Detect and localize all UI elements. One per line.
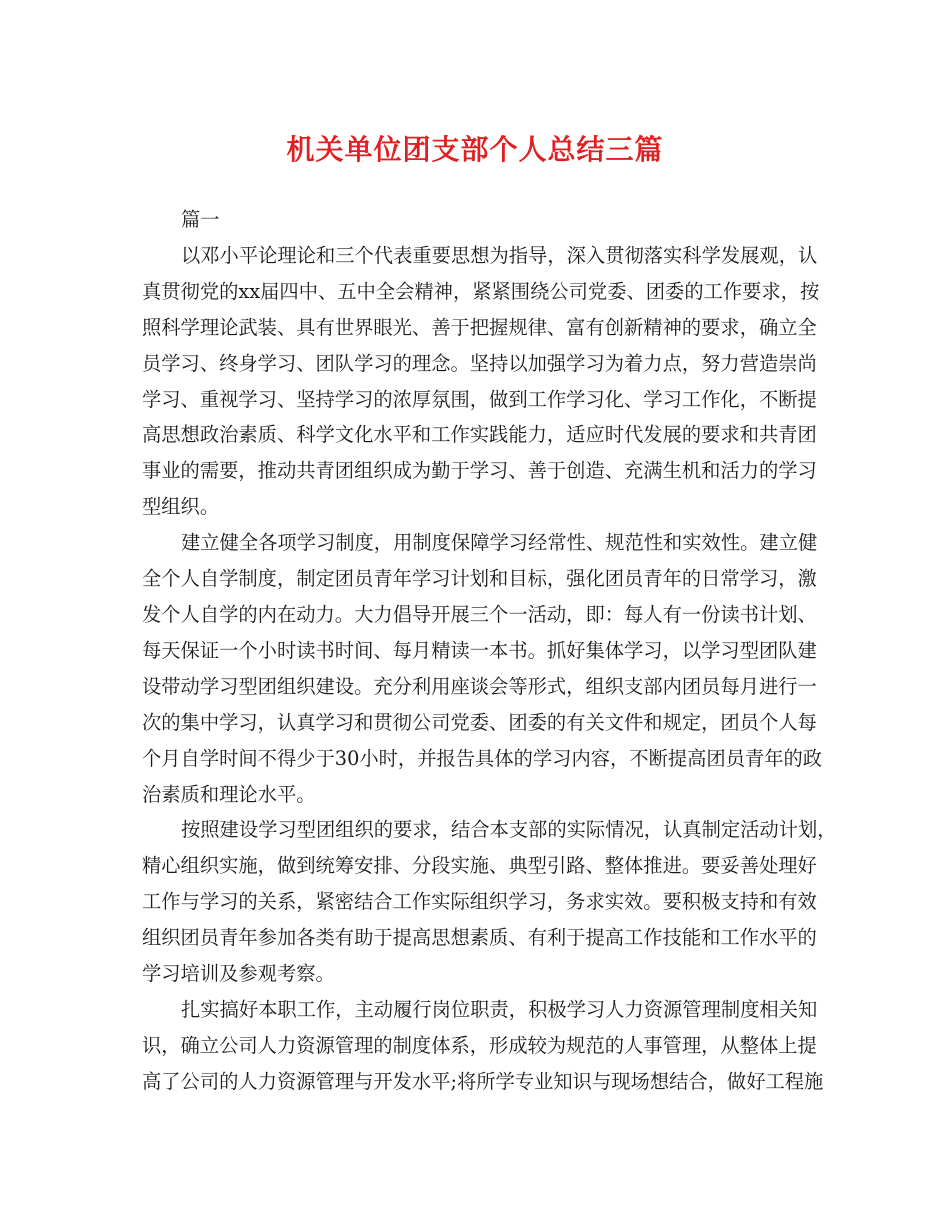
paragraph-line: 学习、重视学习、坚持学习的浓厚氛围，做到工作学习化、学习工作化，不断提 <box>142 387 817 411</box>
paragraph-line: 建立健全各项学习制度，用制度保障学习经常性、规范性和实效性。建立健 <box>181 531 818 555</box>
paragraph-line: 个月自学时间不得少于30小时，并报告具体的学习内容，不断提高团员青年的政 <box>142 746 823 770</box>
paragraph-2 <box>142 525 823 812</box>
document-title: 机关单位团支部个人总结三篇 <box>286 133 664 166</box>
paragraph-line: 高思想政治素质、科学文化水平和工作实践能力，适应时代发展的要求和共青团 <box>142 423 817 447</box>
paragraph-line: 精心组织实施，做到统筹安排、分段实施、典型引路、整体推进。要妥善处理好 <box>142 854 817 878</box>
paragraph-line: 治素质和理论水平。 <box>142 782 316 806</box>
paragraph-line: 型组织。 <box>142 495 220 519</box>
section-label: 篇一 <box>181 208 220 231</box>
paragraph-line: 员学习、终身学习、团队学习的理念。坚持以加强学习为着力点，努力营造崇尚 <box>142 351 817 375</box>
paragraph-line: 以邓小平论理论和三个代表重要思想为指导，深入贯彻落实科学发展观，认 <box>181 243 818 267</box>
paragraph-line: 按照建设学习型团组织的要求，结合本支部的实际情况，认真制定活动计划， <box>181 818 837 842</box>
paragraph-line: 次的集中学习，认真学习和贯彻公司党委、团委的有关文件和规定，团员个人每 <box>142 710 817 734</box>
paragraph-line: 扎实搞好本职工作，主动履行岗位职责，积极学习人力资源管理制度相关知 <box>181 997 818 1021</box>
paragraph-line: 高了公司的人力资源管理与开发水平;将所学专业知识与现场想结合，做好工程施 <box>142 1069 824 1093</box>
paragraph-line: 每天保证一个小时读书时间、每月精读一本书。抓好集体学习，以学习型团队建 <box>142 638 817 662</box>
paragraph-3 <box>142 812 837 992</box>
paragraph-line: 识，确立公司人力资源管理的制度体系，形成较为规范的人事管理，从整体上提 <box>142 1033 817 1057</box>
paragraph-line: 学习培训及参观考察。 <box>142 962 335 986</box>
paragraph-line: 事业的需要，推动共青团组织成为勤于学习、善于创造、充满生机和活力的学习 <box>142 459 817 483</box>
paragraph-line: 全个人自学制度，制定团员青年学习计划和目标，强化团员青年的日常学习，激 <box>142 567 817 591</box>
paragraph-line: 组织团员青年参加各类有助于提高思想素质、有利于提高工作技能和工作水平的 <box>142 926 817 950</box>
paragraph-line: 工作与学习的关系，紧密结合工作实际组织学习，务求实效。要积极支持和有效 <box>142 890 817 914</box>
paragraph-line: 照科学理论武装、具有世界眼光、善于把握规律、富有创新精神的要求，确立全 <box>142 315 817 339</box>
paragraph-line: 设带动学习型团组织建设。充分利用座谈会等形式，组织支部内团员每月进行一 <box>142 674 817 698</box>
paragraph-1 <box>142 238 820 525</box>
paragraph-4 <box>142 992 824 1100</box>
document-body <box>142 202 837 1100</box>
paragraph-line: 真贯彻党的xx届四中、五中全会精神，紧紧围绕公司党委、团委的工作要求，按 <box>142 279 820 303</box>
paragraph-line: 发个人自学的内在动力。大力倡导开展三个一活动，即：每人有一份读书计划、 <box>142 602 817 626</box>
